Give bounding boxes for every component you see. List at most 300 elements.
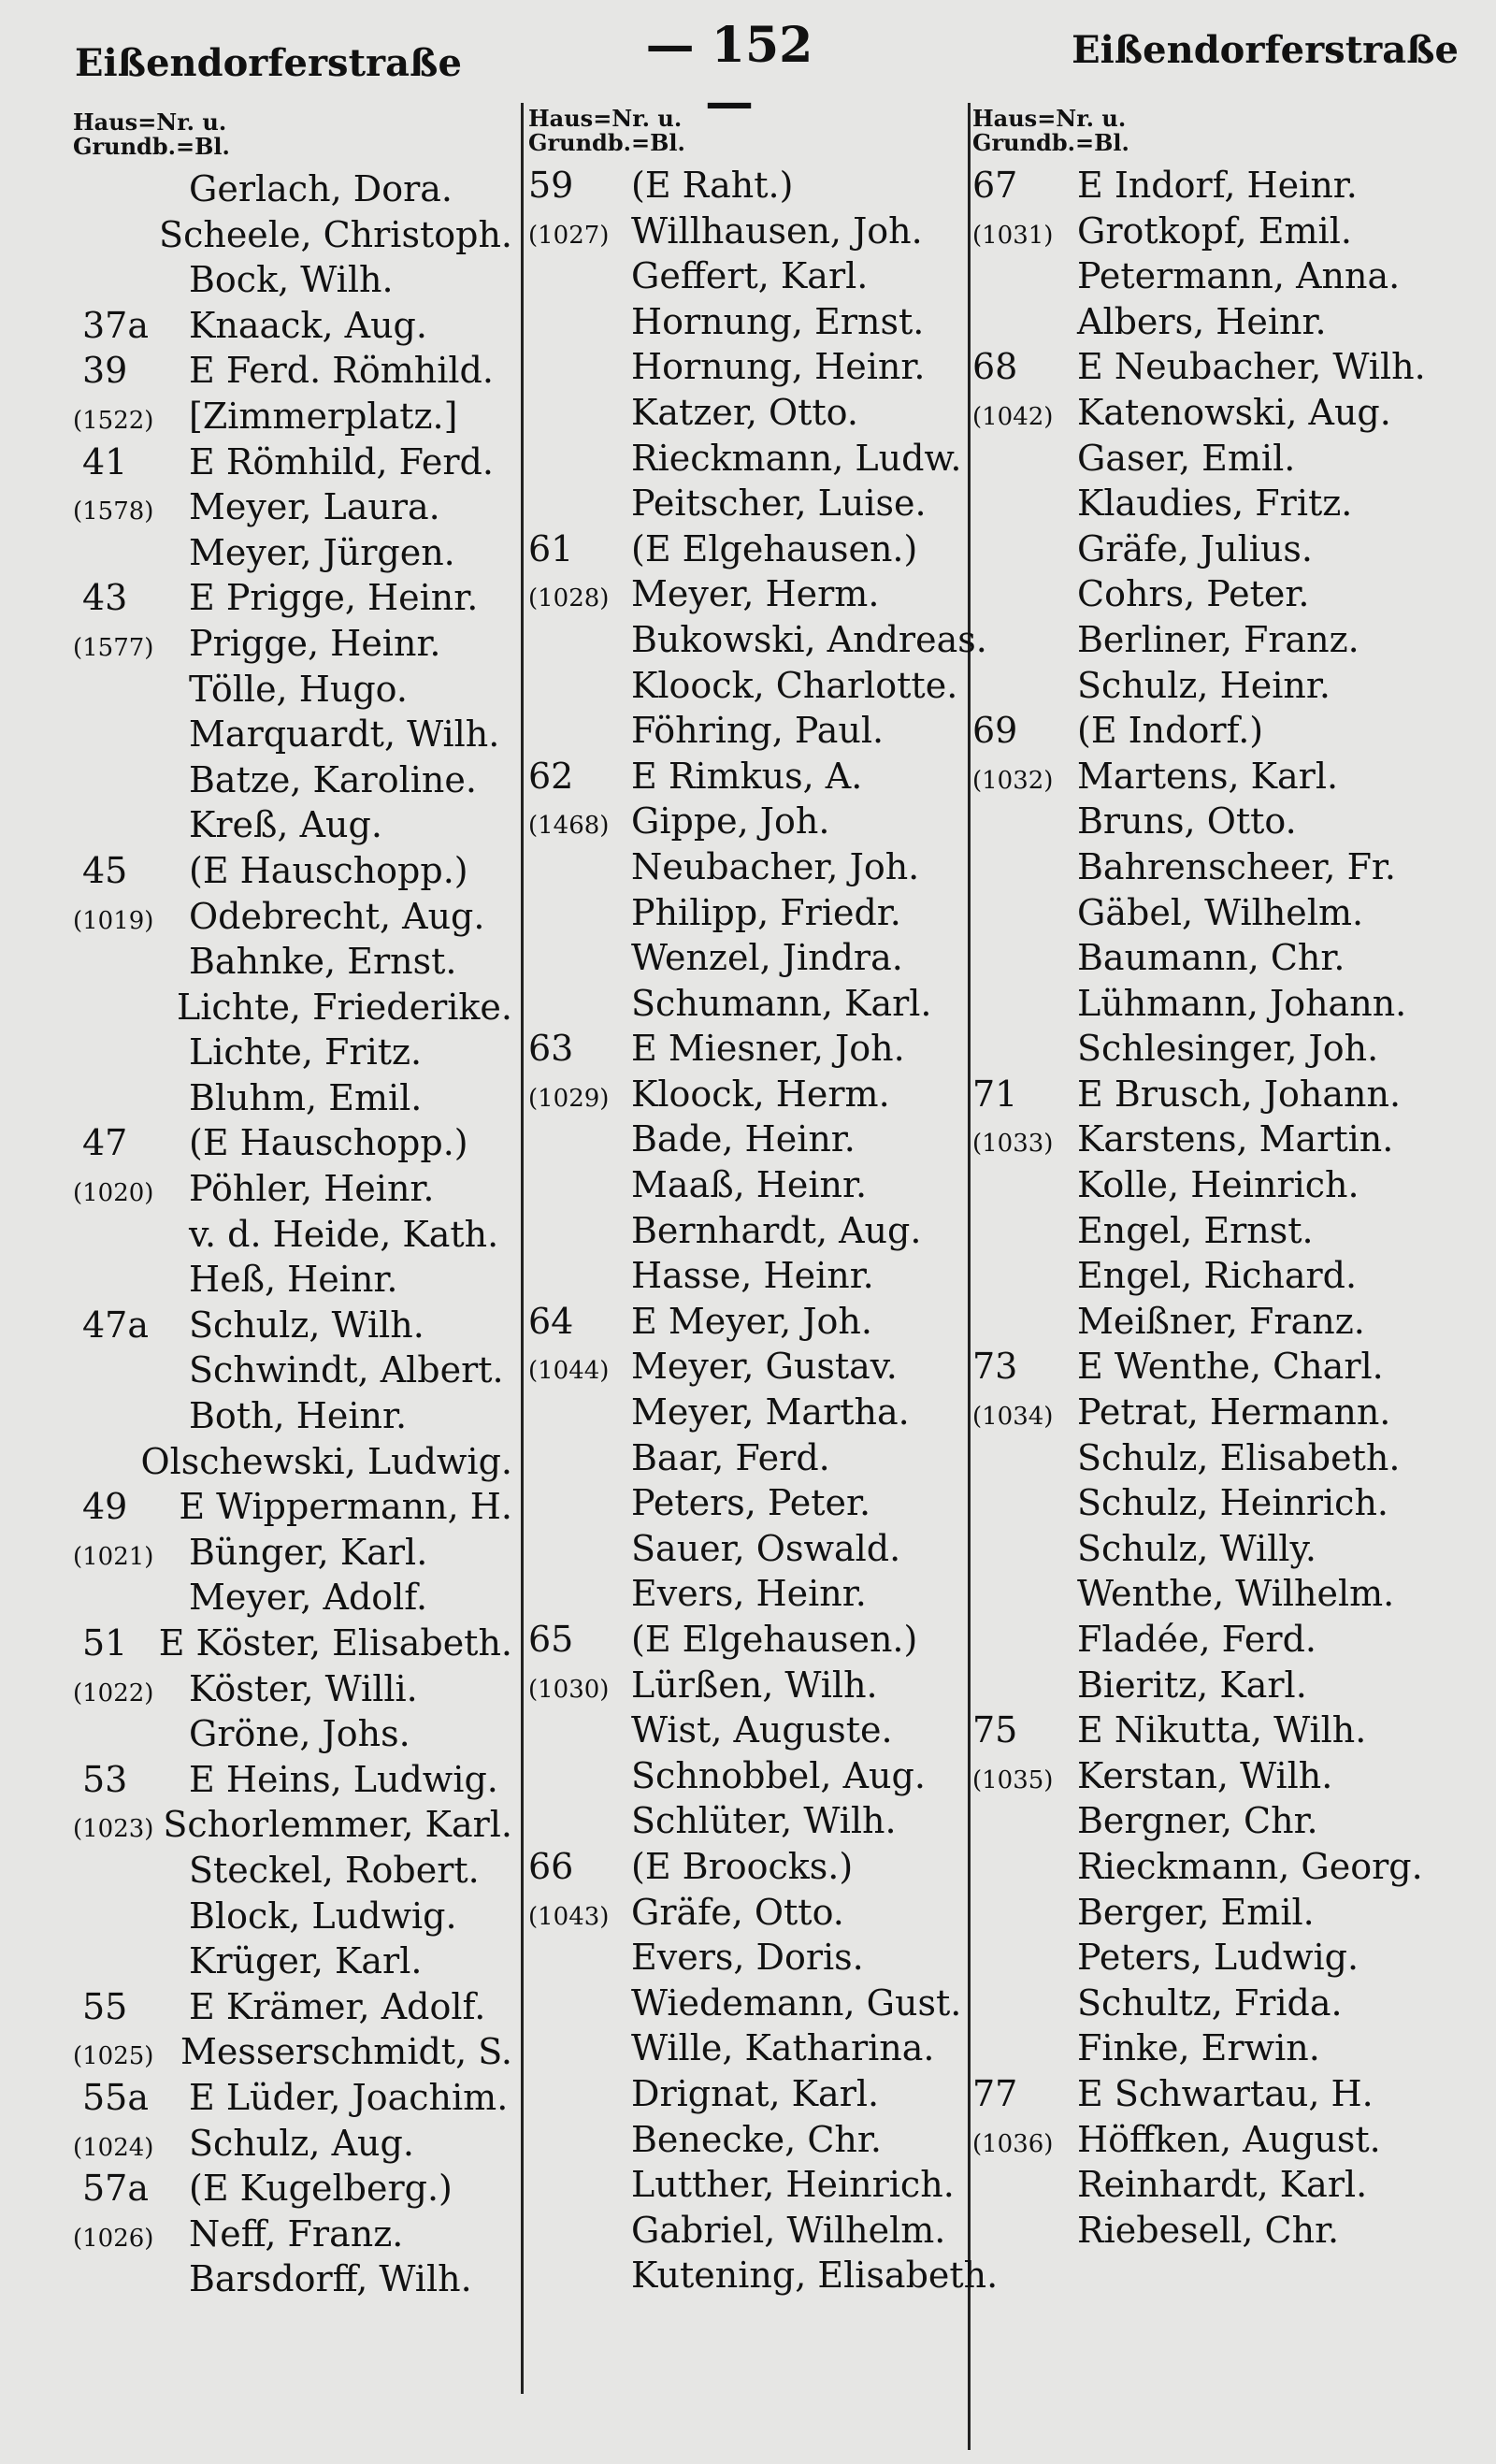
resident-name: (E Indorf.): [1077, 710, 1264, 752]
resident-name: Riebesell, Chr.: [1077, 2209, 1340, 2251]
house-number: 67: [972, 165, 1018, 206]
directory-entry: [972, 301, 1477, 347]
resident-name: Steckel, Robert.: [189, 1849, 480, 1891]
directory-entry: [972, 392, 1477, 438]
directory-entry: [528, 2164, 1014, 2210]
resident-name: Knaack, Aug.: [189, 304, 427, 346]
directory-entry: [73, 1713, 512, 1759]
resident-name: Baumann, Chr.: [1077, 937, 1345, 979]
house-number: 77: [972, 2072, 1018, 2114]
resident-name: [Zimmerplatz.]: [189, 395, 458, 437]
house-number: 66: [528, 1845, 574, 1887]
land-register-number: (1025): [73, 2042, 154, 2071]
house-number: 39: [82, 350, 128, 392]
house-number: 71: [972, 1073, 1018, 1115]
land-register-number: (1021): [73, 1542, 154, 1571]
directory-entry: [972, 573, 1477, 619]
resident-name: Sauer, Oswald.: [631, 1527, 901, 1569]
directory-entry: [972, 346, 1477, 392]
directory-entry: [528, 756, 1014, 801]
directory-entry: [972, 1073, 1477, 1119]
resident-name: Gröne, Johs.: [189, 1713, 410, 1755]
directory-entry: [73, 1168, 512, 1214]
house-number: 51: [82, 1622, 128, 1664]
directory-entry: [73, 1622, 512, 1668]
directory-entry: [73, 941, 512, 987]
resident-name: Kolle, Heinrich.: [1077, 1164, 1359, 1206]
land-register-number: (1042): [972, 402, 1054, 431]
column-3: [972, 105, 1477, 2255]
column-header-line2: Grundb.=Bl.: [73, 133, 230, 160]
directory-entry: [972, 483, 1477, 528]
resident-name: (E Hauschopp.): [189, 849, 468, 891]
resident-name: (E Raht.): [631, 165, 794, 206]
resident-name: Martens, Karl.: [1077, 755, 1339, 797]
resident-name: Bahnke, Ernst.: [189, 941, 457, 983]
resident-name: E Wippermann, H.: [179, 1486, 512, 1528]
resident-name: Petermann, Anna.: [1077, 255, 1401, 297]
house-number: 73: [972, 1346, 1018, 1388]
directory-entry: [73, 396, 512, 441]
resident-name: Schnobbel, Aug.: [631, 1754, 926, 1796]
resident-name: Gaser, Emil.: [1077, 437, 1296, 479]
resident-name: Grotkopf, Emil.: [1077, 209, 1352, 252]
resident-name: Wiedemann, Gust.: [631, 1981, 962, 2024]
directory-entry: [528, 983, 1014, 1029]
directory-entry: [972, 2119, 1477, 2165]
resident-name: Kerstan, Wilh.: [1077, 1754, 1333, 1796]
directory-entry: [73, 759, 512, 805]
directory-entry: [73, 441, 512, 487]
land-register-number: (1035): [972, 1765, 1054, 1794]
directory-entry: [528, 1709, 1014, 1755]
resident-name: Meyer, Adolf.: [189, 1577, 428, 1619]
resident-name: Meyer, Laura.: [189, 486, 440, 528]
resident-name: Rieckmann, Georg.: [1077, 1845, 1423, 1887]
column-header: [528, 107, 685, 165]
directory-entry: [73, 623, 512, 669]
directory-entry: [972, 665, 1477, 711]
resident-name: Kreß, Aug.: [189, 804, 382, 846]
land-register-number: (1020): [73, 1179, 154, 1208]
directory-entry: [972, 756, 1477, 801]
house-number: 75: [972, 1709, 1018, 1751]
directory-entry: [528, 573, 1014, 619]
directory-entry: [73, 168, 512, 214]
directory-entry: [73, 713, 512, 759]
directory-entry: [73, 1532, 512, 1578]
resident-name: Schultz, Frida.: [1077, 1981, 1343, 2024]
directory-entry: [972, 1164, 1477, 1210]
directory-entry: [972, 2027, 1477, 2073]
directory-entry: [73, 1349, 512, 1395]
resident-name: Bieritz, Karl.: [1077, 1664, 1307, 1706]
resident-name: Bluhm, Emil.: [189, 1076, 423, 1118]
directory-entry: [972, 937, 1477, 983]
resident-name: E Neubacher, Wilh.: [1077, 346, 1426, 388]
resident-name: Batze, Karoline.: [189, 758, 477, 800]
directory-entry: [528, 301, 1014, 347]
directory-entry: [73, 1850, 512, 1895]
directory-entry: [73, 1759, 512, 1805]
house-number: 69: [972, 710, 1018, 752]
directory-entry: [972, 619, 1477, 665]
land-register-number: (1023): [73, 1815, 154, 1844]
directory-entry: [972, 2210, 1477, 2255]
resident-name: Kloock, Herm.: [631, 1073, 890, 1115]
directory-entry: [528, 1892, 1014, 1938]
directory-entry: [972, 1028, 1477, 1073]
directory-entry: [528, 1437, 1014, 1483]
directory-entry: [73, 1986, 512, 2032]
directory-entry: [528, 1391, 1014, 1437]
resident-name: E Rimkus, A.: [631, 755, 863, 797]
resident-name: E Brusch, Johann.: [1077, 1073, 1402, 1115]
resident-name: Lichte, Fritz.: [189, 1031, 423, 1073]
directory-entry: [73, 1122, 512, 1168]
resident-name: Cohrs, Peter.: [1077, 573, 1310, 615]
column-1: [73, 110, 512, 2304]
directory-entry: [73, 2031, 512, 2077]
directory-entry: [528, 1482, 1014, 1528]
house-number: 49: [82, 1486, 128, 1528]
resident-name: Block, Ludwig.: [189, 1895, 457, 1937]
resident-name: Peitscher, Luise.: [631, 483, 927, 525]
directory-entry: [972, 1255, 1477, 1301]
directory-entry: [528, 392, 1014, 438]
directory-entry: [972, 1118, 1477, 1164]
land-register-number: (1024): [73, 2133, 154, 2162]
directory-entry: [73, 1259, 512, 1304]
resident-name: Gippe, Joh.: [631, 800, 830, 843]
column-2: [528, 105, 1014, 2300]
resident-name: Höffken, August.: [1077, 2118, 1381, 2160]
resident-name: Tölle, Hugo.: [189, 668, 408, 710]
resident-name: Maaß, Heinr.: [631, 1164, 868, 1206]
directory-entry: [972, 1892, 1477, 1938]
directory-entry: [528, 528, 1014, 574]
directory-entry: [528, 1301, 1014, 1347]
house-number: 65: [528, 1619, 574, 1660]
directory-entry: [972, 1301, 1477, 1347]
resident-name: Evers, Heinr.: [631, 1573, 867, 1615]
resident-name: Lürßen, Wilh.: [631, 1664, 878, 1706]
directory-entry: [972, 1755, 1477, 1801]
directory-entry: [73, 987, 512, 1032]
resident-name: Gräfe, Otto.: [631, 1891, 844, 1933]
land-register-number: (1032): [972, 766, 1054, 795]
land-register-number: (1036): [972, 2129, 1054, 2158]
directory-entry: [528, 937, 1014, 983]
house-number: 68: [972, 346, 1018, 388]
directory-entry: [528, 1073, 1014, 1119]
directory-entry: [73, 259, 512, 305]
resident-name: Heß, Heinr.: [189, 1259, 398, 1301]
resident-name: Karstens, Martin.: [1077, 1118, 1394, 1160]
resident-name: Drignat, Karl.: [631, 2072, 880, 2114]
directory-entry: [528, 619, 1014, 665]
directory-entry: [972, 438, 1477, 483]
directory-entry: [73, 577, 512, 623]
page-number: — 152 —: [645, 17, 813, 131]
resident-name: Hornung, Ernst.: [631, 300, 925, 342]
resident-name: Wenthe, Wilhelm.: [1077, 1573, 1395, 1615]
directory-entry: [528, 346, 1014, 392]
resident-name: (E Kugelberg.): [189, 2168, 453, 2210]
resident-name: Schulz, Heinr.: [1077, 664, 1331, 706]
directory-entry: [972, 165, 1477, 210]
resident-name: Neubacher, Joh.: [631, 845, 920, 887]
resident-name: Hasse, Heinr.: [631, 1255, 874, 1297]
resident-name: Marquardt, Wilh.: [189, 713, 500, 756]
directory-entry: [972, 1619, 1477, 1664]
resident-name: (E Elgehausen.): [631, 1619, 918, 1660]
resident-name: Gräfe, Julius.: [1077, 527, 1313, 569]
house-number: 63: [528, 1028, 574, 1070]
resident-name: Finke, Erwin.: [1077, 2027, 1320, 2069]
directory-entry: [528, 800, 1014, 846]
directory-entry: [528, 2073, 1014, 2119]
resident-name: Reinhardt, Karl.: [1077, 2164, 1368, 2206]
resident-name: E Lüder, Joachim.: [189, 2076, 509, 2118]
resident-name: Gäbel, Wilhelm.: [1077, 891, 1364, 933]
directory-entry: [73, 1304, 512, 1350]
directory-entry: [528, 210, 1014, 256]
resident-name: Köster, Willi.: [189, 1667, 418, 1709]
land-register-number: (1027): [528, 221, 610, 250]
directory-entry: [528, 1846, 1014, 1892]
column-header-line1: Haus=Nr. u.: [972, 105, 1127, 132]
directory-entry: [73, 2077, 512, 2123]
resident-name: E Krämer, Adolf.: [189, 1985, 486, 2027]
house-number: 64: [528, 1300, 574, 1342]
directory-entry: [528, 1755, 1014, 1801]
resident-name: Katenowski, Aug.: [1077, 391, 1391, 433]
directory-entry: [972, 1391, 1477, 1437]
resident-name: Benecke, Chr.: [631, 2118, 882, 2160]
directory-entry: [528, 2027, 1014, 2073]
resident-name: Krüger, Karl.: [189, 1940, 423, 1982]
resident-name: Schulz, Heinrich.: [1077, 1482, 1389, 1524]
directory-entry: [73, 1940, 512, 1986]
house-number: 45: [82, 849, 128, 891]
column-header-line1: Haus=Nr. u.: [528, 105, 683, 132]
house-number: 61: [528, 527, 574, 569]
resident-name: Bernhardt, Aug.: [631, 1209, 922, 1251]
running-head-right: Eißendorferstraße: [1072, 28, 1459, 72]
resident-name: Wist, Auguste.: [631, 1709, 893, 1751]
directory-entry: [972, 1437, 1477, 1483]
house-number: 53: [82, 1758, 128, 1800]
resident-name: Odebrecht, Aug.: [189, 895, 485, 937]
resident-name: Wenzel, Jindra.: [631, 937, 903, 979]
resident-name: Willhausen, Joh.: [631, 209, 923, 252]
resident-name: Lühmann, Johann.: [1077, 982, 1407, 1024]
resident-name: Schulz, Aug.: [189, 2122, 414, 2164]
resident-name: Schlüter, Wilh.: [631, 1800, 897, 1842]
directory-entry: [528, 1800, 1014, 1846]
running-head-left: Eißendorferstraße: [75, 41, 462, 85]
house-number: 47a: [82, 1304, 150, 1346]
directory-entry: [73, 896, 512, 942]
directory-entry: [528, 1664, 1014, 1710]
resident-name: Berger, Emil.: [1077, 1891, 1315, 1933]
resident-name: Kutening, Elisabeth.: [631, 2255, 999, 2297]
directory-entry: [73, 2258, 512, 2304]
resident-name: Lichte, Friederike.: [177, 986, 512, 1028]
resident-name: (E Elgehausen.): [631, 527, 918, 569]
column-header-line2: Grundb.=Bl.: [972, 129, 1129, 156]
resident-name: Meyer, Jürgen.: [189, 531, 455, 573]
directory-entry: [73, 669, 512, 714]
directory-entry: [73, 1395, 512, 1441]
directory-entry: [528, 1118, 1014, 1164]
directory-entry: [528, 1255, 1014, 1301]
directory-entry: [972, 1937, 1477, 1982]
directory-entry: [73, 1441, 512, 1487]
directory-entry: [73, 486, 512, 532]
directory-entry: [528, 255, 1014, 301]
resident-name: Neff, Franz.: [189, 2212, 404, 2255]
directory-entry: [528, 846, 1014, 892]
directory-entry: [528, 892, 1014, 938]
directory-entry: [972, 1528, 1477, 1574]
land-register-number: (1019): [73, 906, 154, 935]
directory-entry: [972, 210, 1477, 256]
directory-entry: [528, 2119, 1014, 2165]
directory-entry: [528, 665, 1014, 711]
resident-name: Bade, Heinr.: [631, 1118, 856, 1160]
house-number: 62: [528, 755, 574, 797]
house-number: 57a: [82, 2168, 150, 2210]
resident-name: Föhring, Paul.: [631, 710, 885, 752]
house-number: 55a: [82, 2076, 150, 2118]
resident-name: Engel, Richard.: [1077, 1255, 1358, 1297]
directory-entry: [73, 214, 512, 260]
directory-entry: [73, 1895, 512, 1941]
resident-name: E Indorf, Heinr.: [1077, 165, 1358, 206]
directory-entry: [972, 710, 1477, 756]
directory-entry: [972, 1664, 1477, 1710]
directory-entry: [972, 255, 1477, 301]
directory-entry: [73, 804, 512, 850]
resident-name: Bünger, Karl.: [189, 1531, 428, 1573]
resident-name: E Köster, Elisabeth.: [158, 1622, 512, 1664]
resident-name: Schorlemmer, Karl.: [163, 1804, 512, 1846]
resident-name: E Meyer, Joh.: [631, 1300, 872, 1342]
resident-name: Evers, Doris.: [631, 1937, 864, 1979]
directory-entry: [972, 1482, 1477, 1528]
resident-name: Prigge, Heinr.: [189, 622, 441, 664]
resident-name: Philipp, Friedr.: [631, 891, 901, 933]
resident-name: Baar, Ferd.: [631, 1436, 830, 1478]
directory-entry: [528, 1346, 1014, 1391]
directory-entry: [972, 1800, 1477, 1846]
directory-entry: [528, 710, 1014, 756]
resident-name: Geffert, Karl.: [631, 255, 869, 297]
directory-entry: [972, 2164, 1477, 2210]
resident-name: E Nikutta, Wilh.: [1077, 1709, 1367, 1751]
column-header-line1: Haus=Nr. u.: [73, 108, 227, 136]
resident-name: (E Hauschopp.): [189, 1122, 468, 1164]
directory-entry: [528, 1937, 1014, 1982]
column-header: [73, 110, 512, 168]
directory-entry: [972, 1846, 1477, 1892]
directory-entry: [73, 1077, 512, 1123]
column-header-line2: Grundb.=Bl.: [528, 129, 685, 156]
resident-name: Gabriel, Wilhelm.: [631, 2209, 946, 2251]
directory-entry: [528, 2255, 1014, 2300]
resident-name: Rieckmann, Ludw.: [631, 437, 962, 479]
directory-entry: [528, 2210, 1014, 2255]
directory-entry: [73, 1577, 512, 1622]
land-register-number: (1030): [528, 1675, 610, 1704]
resident-name: Bukowski, Andreas.: [631, 618, 987, 660]
directory-entry: [972, 983, 1477, 1029]
directory-entry: [73, 850, 512, 896]
resident-name: Bergner, Chr.: [1077, 1800, 1318, 1842]
resident-name: Schwindt, Albert.: [189, 1349, 504, 1391]
resident-name: Lutther, Heinrich.: [631, 2164, 955, 2206]
resident-name: Hornung, Heinr.: [631, 346, 926, 388]
directory-entry: [73, 1804, 512, 1850]
land-register-number: (1028): [528, 584, 610, 613]
resident-name: Fladée, Ferd.: [1077, 1619, 1316, 1660]
directory-entry: [528, 1164, 1014, 1210]
land-register-number: (1577): [73, 633, 154, 662]
directory-entry: [73, 2213, 512, 2259]
directory-entry: [73, 305, 512, 351]
directory-entry: [528, 1210, 1014, 1256]
directory-entry: [73, 350, 512, 396]
resident-name: (E Broocks.): [631, 1845, 854, 1887]
directory-entry: [972, 800, 1477, 846]
resident-name: E Schwartau, H.: [1077, 2072, 1374, 2114]
resident-name: E Wenthe, Charl.: [1077, 1346, 1384, 1388]
resident-name: Peters, Ludwig.: [1077, 1937, 1359, 1979]
resident-name: Bock, Wilh.: [189, 259, 394, 301]
resident-name: Katzer, Otto.: [631, 391, 858, 433]
resident-name: Schulz, Wilh.: [189, 1304, 424, 1346]
directory-entry: [528, 1573, 1014, 1619]
directory-entry: [73, 2123, 512, 2169]
directory-entry: [528, 1028, 1014, 1073]
resident-name: Olschewski, Ludwig.: [140, 1440, 512, 1482]
land-register-number: (1031): [972, 221, 1054, 250]
resident-name: v. d. Heide, Kath.: [189, 1213, 499, 1255]
land-register-number: (1029): [528, 1084, 610, 1113]
column-header: [972, 107, 1129, 165]
directory-entry: [528, 438, 1014, 483]
directory-entry: [73, 1668, 512, 1714]
resident-name: Scheele, Christoph.: [159, 213, 512, 255]
directory-entry: [528, 1528, 1014, 1574]
resident-name: Schulz, Willy.: [1077, 1527, 1316, 1569]
directory-entry: [73, 2168, 512, 2213]
directory-entry: [528, 1619, 1014, 1664]
resident-name: Bahrenscheer, Fr.: [1077, 845, 1396, 887]
directory-entry: [972, 846, 1477, 892]
land-register-number: (1522): [73, 406, 154, 435]
house-number: 59: [528, 165, 574, 206]
house-number: 55: [82, 1985, 128, 2027]
directory-entry: [528, 483, 1014, 528]
column-divider: [521, 103, 524, 2394]
resident-name: Schlesinger, Joh.: [1077, 1028, 1379, 1070]
resident-name: Bruns, Otto.: [1077, 800, 1297, 843]
resident-name: Barsdorff, Wilh.: [189, 2258, 472, 2300]
resident-name: Albers, Heinr.: [1077, 300, 1327, 342]
